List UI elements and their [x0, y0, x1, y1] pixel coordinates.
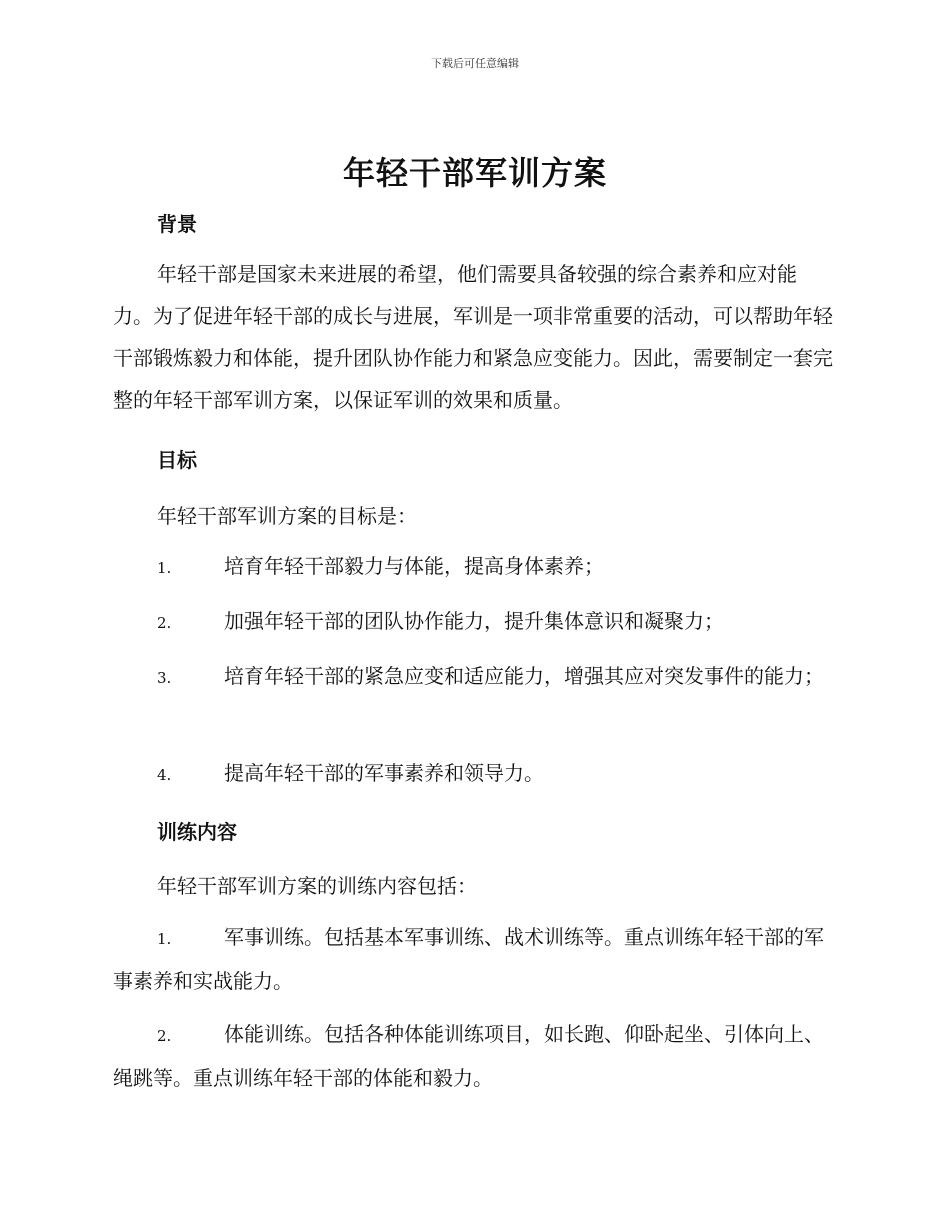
- goal-item-text: 培育年轻干部的紧急应变和适应能力，增强其应对突发事件的能力；: [224, 664, 824, 688]
- training-item: [113, 1013, 835, 1099]
- goal-item: [113, 545, 835, 589]
- goal-item-number: 1.: [157, 559, 172, 577]
- document-title: 年轻干部军训方案: [342, 154, 607, 192]
- training-item-text: 体能训练。包括各种体能训练项目，如长跑、仰卧起坐、引体向上、绳跳等。重点训练年轻干部的体能和毅力。: [113, 1022, 824, 1090]
- goals-intro: 年轻干部军训方案的目标是：: [157, 504, 417, 528]
- background-paragraph: 年轻干部是国家未来进展的希望，他们需要具备较强的综合素养和应对能力。为了促进年轻干部的成长与进展，军训是一项非常重要的活动，可以帮助年轻干部锻炼毅力和体能，提升团队协作能力和紧急应变能力。因此，需要制定一套完整的年轻干部军训方案，以保证军训的效果和质量。: [113, 262, 833, 412]
- goal-item-number: 2.: [157, 614, 172, 632]
- section-heading-training: 训练内容: [157, 820, 237, 844]
- training-item-number: 1.: [157, 930, 172, 948]
- training-intro: 年轻干部军训方案的训练内容包括：: [157, 874, 477, 898]
- goal-item-text: 加强年轻干部的团队协作能力，提升集体意识和凝聚力；: [224, 609, 724, 633]
- header-note: 下载后可任意编辑: [431, 57, 519, 70]
- training-item-number: 2.: [157, 1027, 172, 1045]
- goal-item: [113, 752, 835, 796]
- goal-item-number: 3.: [157, 669, 172, 687]
- goal-item-text: 培育年轻干部毅力与体能，提高身体素养；: [224, 554, 604, 578]
- goal-item: [113, 655, 835, 699]
- training-item: [113, 916, 835, 1002]
- goal-item-number: 4.: [157, 766, 172, 784]
- section-heading-background: 背景: [157, 212, 197, 236]
- goal-item: [113, 600, 835, 644]
- section-heading-goals: 目标: [157, 448, 197, 472]
- goal-item-text: 提高年轻干部的军事素养和领导力。: [224, 761, 544, 785]
- training-item-text: 军事训练。包括基本军事训练、战术训练等。重点训练年轻干部的军事素养和实战能力。: [113, 925, 824, 993]
